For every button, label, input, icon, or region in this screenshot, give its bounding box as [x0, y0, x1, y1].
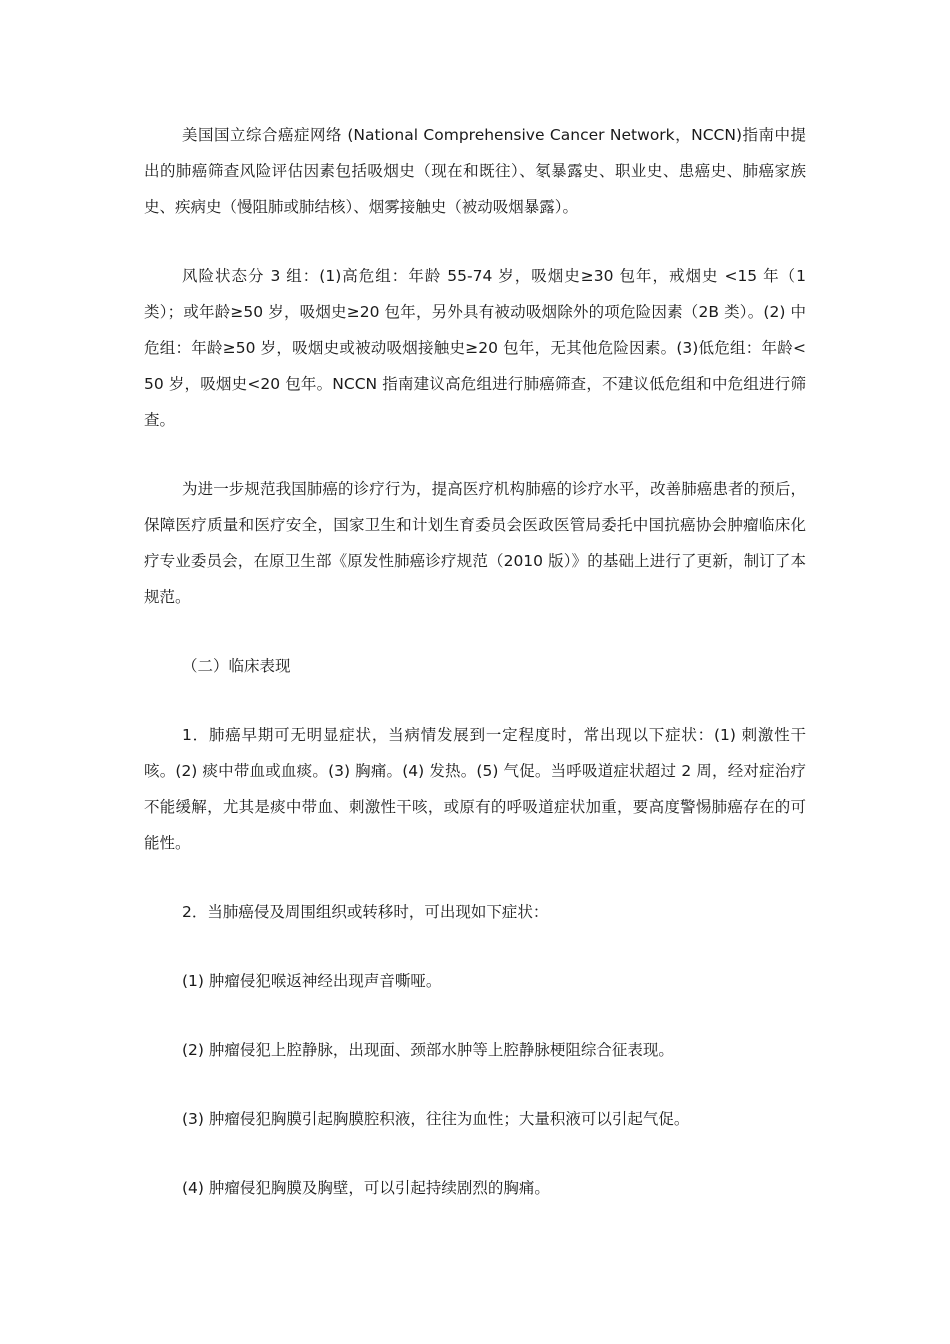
list-item-svc-syndrome: (2) 肿瘤侵犯上腔静脉，出现面、颈部水肿等上腔静脉梗阻综合征表现。 [182, 1041, 674, 1059]
paragraph-risk-groups: 风险状态分 3 组：(1)高危组：年龄 55-74 岁，吸烟史≥30 包年，戒烟史 <15 年（1 类）；或年龄≥50 岁，吸烟史≥20 包年，另外具有被动吸烟除外的项危险因素（2B 类）。(2) 中危组：年龄≥50 岁，吸烟史或被动吸烟接触史≥20 包年，无其他危险因素。(3)低危组：年龄<50 岁，吸烟史<20 包年。NCCN 指南建议高危组进行肺癌筛查，不建议低危组和中危组进行筛查。 [144, 267, 806, 429]
list-item-hoarseness: (1) 肿瘤侵犯喉返神经出现声音嘶哑。 [182, 972, 442, 990]
document-page [144, 117, 806, 1239]
section-heading-clinical-manifestations: （二）临床表现 [182, 657, 291, 675]
list-item-pleural-effusion: (3) 肿瘤侵犯胸膜引起胸膜腔积液，往往为血性；大量积液可以引起气促。 [182, 1110, 690, 1128]
list-item-chest-pain: (4) 肿瘤侵犯胸膜及胸壁，可以引起持续剧烈的胸痛。 [182, 1179, 550, 1197]
paragraph-invasion-symptoms-intro: 2．当肺癌侵及周围组织或转移时，可出现如下症状： [182, 903, 549, 921]
paragraph-early-symptoms: 1．肺癌早期可无明显症状，当病情发展到一定程度时，常出现以下症状：(1) 刺激性干咳。(2) 痰中带血或血痰。(3) 胸痛。(4) 发热。(5) 气促。当呼吸道症状超过 2 周，经对症治疗不能缓解，尤其是痰中带血、刺激性干咳，或原有的呼吸道症状加重，要高度警惕肺癌存在的可能性。 [144, 726, 806, 852]
paragraph-guideline-background: 为进一步规范我国肺癌的诊疗行为，提高医疗机构肺癌的诊疗水平，改善肺癌患者的预后，保障医疗质量和医疗安全，国家卫生和计划生育委员会医政医管局委托中国抗癌协会肿瘤临床化疗专业委员会，在原卫生部《原发性肺癌诊疗规范（2010 版）》的基础上进行了更新，制订了本规范。 [144, 480, 806, 606]
paragraph-nccn-risk-factors: 美国国立综合癌症网络 (National Comprehensive Cancer Network，NCCN)指南中提出的肺癌筛查风险评估因素包括吸烟史（现在和既往）、氡暴露史、职业史、患癌史、肺癌家族史、疾病史（慢阻肺或肺结核）、烟雾接触史（被动吸烟暴露）。 [144, 126, 806, 216]
